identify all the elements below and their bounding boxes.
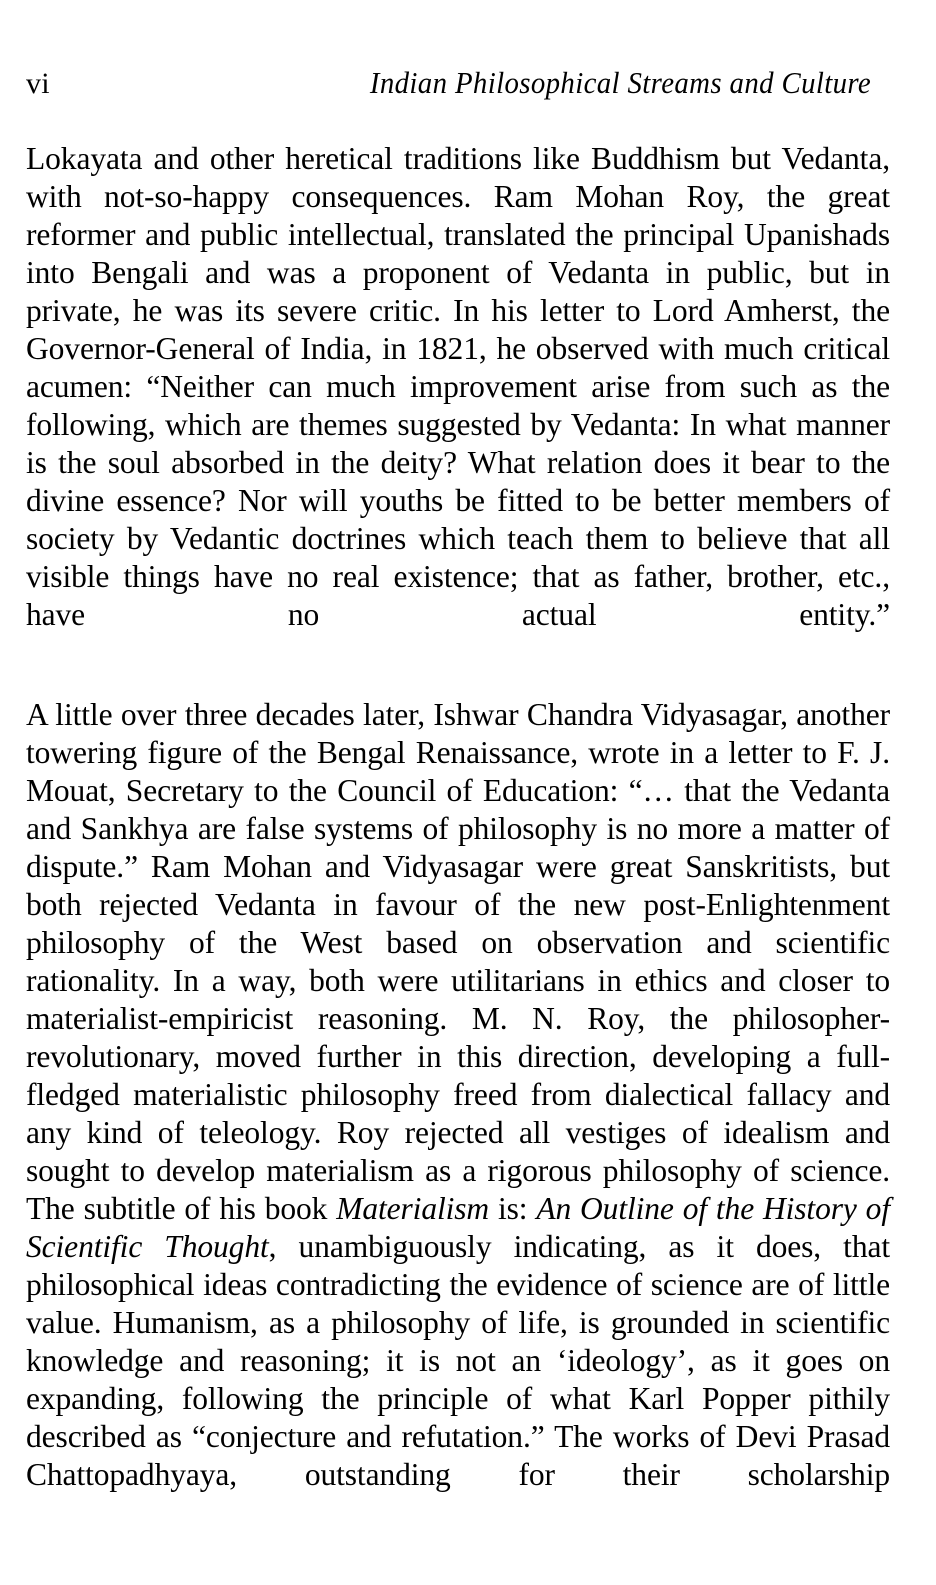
paragraph-2 (26, 696, 890, 1532)
text-run-roman: Lokayata and other heretical traditions like Buddhism but Vedanta, with not-so-happy consequences. Ram Mohan Roy, the great reformer and public intellectual, translated the principal Upanishads into Bengali and was a proponent of Vedanta in public, but in private, he was its severe critic. In his letter to Lord Amherst, the Governor-General of India, in 1821, he observed with much critical acumen: “Neither can much improvement arise from such as the following, which are themes suggested by Vedanta: In what manner is the soul absorbed in the deity? What relation does it bear to the divine essence? Nor will youths be fitted to be better members of society by Vedantic doctrines which teach them to believe that all visible things have no real existence; that as father, brother, etc., have no actual entity.” (26, 141, 890, 632)
paragraph-1 (26, 140, 890, 672)
text-run-italic: An Outline of the History of Scientific Thought (26, 1191, 890, 1264)
body-text-column (26, 140, 890, 1532)
running-head (26, 64, 890, 106)
text-run-roman: , unambiguously indicating, as it does, that philosophical ideas contradicting the evidence of science are of little value. Humanism, as a philosophy of life, is grounded in scientific knowledge and reasoning; it is not an ‘ideology’, as it goes on expanding, following the principle of what Karl Popper pithily described as “conjecture and refutation.” The works of Devi Prasad Chattopadhyaya, outstanding for their scholarship (26, 1229, 891, 1492)
text-run-roman: is: (489, 1191, 537, 1226)
text-run-italic: Materialism (336, 1191, 490, 1226)
running-head-book-title: Indian Philosophical Streams and Culture (369, 65, 872, 100)
text-run-roman: A little over three decades later, Ishwar Chandra Vidyasagar, another towering figure of the Bengal Renaissance, wrote in a letter to F. J. Mouat, Secretary to the Council of Education: “… that the Vedanta and Sankhya are false systems of philosophy is no more a matter of dispute.” Ram Mohan and Vidyasagar were great Sanskritists, but both rejected Vedanta in favour of the new post-Enlightenment philosophy of the West based on observation and scientific rationality. In a way, both were utilitarians in ethics and closer to materialist-empiricist reasoning. M. N. Roy, the philosopher-revolutionary, moved further in this direction, developing a full-fledged materialistic philosophy freed from dialectical fallacy and any kind of teleology. Roy rejected all vestiges of idealism and sought to develop materialism as a rigorous philosophy of science. The subtitle of his book (26, 697, 890, 1226)
page-number: vi (26, 67, 50, 100)
